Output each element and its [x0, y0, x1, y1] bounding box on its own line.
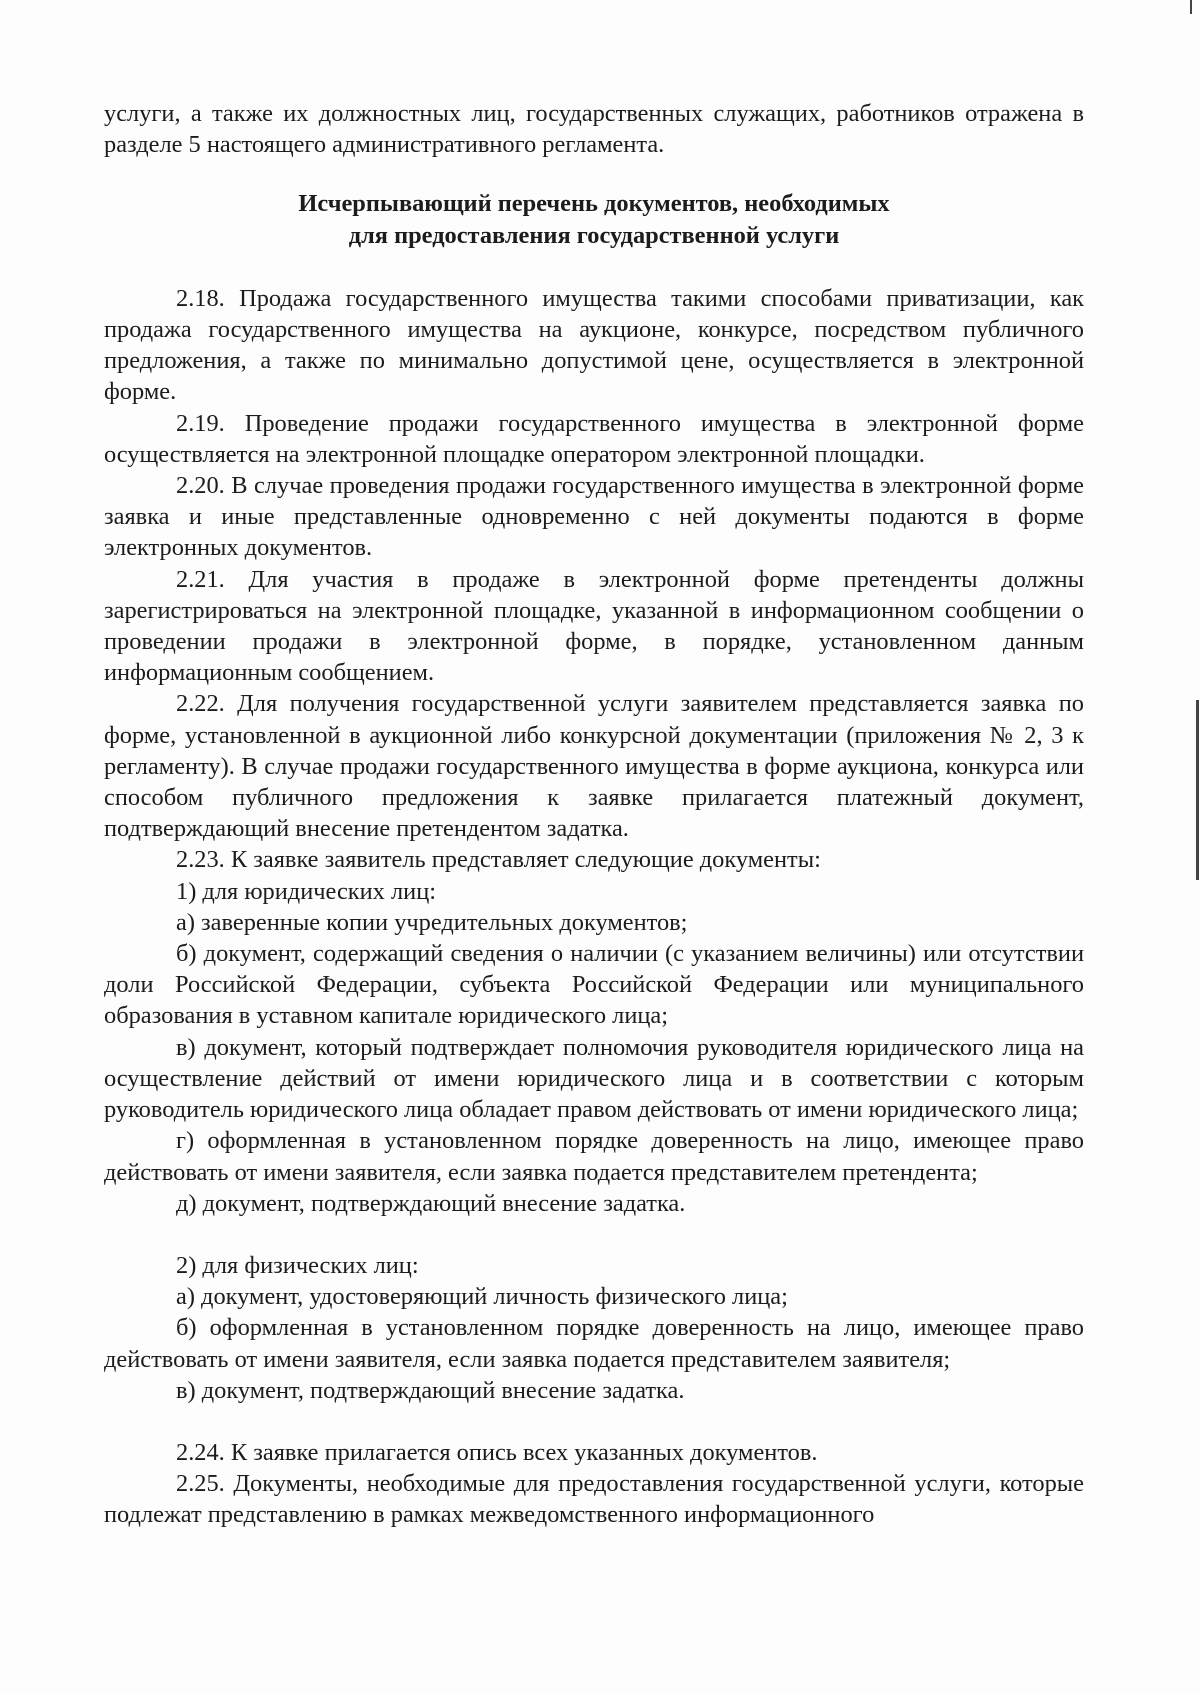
legal-item-c: в) документ, который подтверждает полномочия руководителя юридического лица на осуществление действий от имени юридического лица и в соответствии с которым руководитель юридического лица обладает правом действовать от имени юридического лица; — [104, 1033, 1084, 1124]
section-heading — [104, 188, 1084, 250]
paragraph-2-18: 2.18. Продажа государственного имущества такими способами приватизации, как продажа государственного имущества на аукционе, конкурсе, посредством публичного предложения, а также по минимально допустимой цене, осуществляется в электронной форме. — [104, 284, 1084, 406]
legal-entities-title: 1) для юридических лиц: — [176, 877, 437, 905]
heading-line-1: Исчерпывающий перечень документов, необходимых — [298, 190, 890, 218]
scan-edge-mark-right — [1196, 700, 1199, 880]
individual-item-a: а) документ, удостоверяющий личность физического лица; — [176, 1283, 788, 1311]
paragraph-2-20: 2.20. В случае проведения продажи государственного имущества в электронной форме заявка и иные представленные одновременно с ней документы подаются в форме электронных документов. — [104, 472, 1084, 562]
legal-item-a: а) заверенные копии учредительных документов; — [176, 908, 688, 936]
legal-item-d: г) оформленная в установленном порядке доверенность на лицо, имеющее право действовать от имени заявителя, если заявка подается представителем претендента; — [104, 1127, 1084, 1186]
intro-paragraph: услуги, а также их должностных лиц, государственных служащих, работников отражена в разделе 5 настоящего административного регламента. — [104, 100, 1084, 159]
spacer — [104, 1406, 1084, 1437]
document-body — [104, 98, 1084, 1531]
scan-edge-mark-top — [1190, 0, 1192, 14]
heading-line-2: для предоставления государственной услуги — [348, 221, 840, 249]
individual-item-c: в) документ, подтверждающий внесение задатка. — [176, 1376, 685, 1404]
individual-item-b: б) оформленная в установленном порядке доверенность на лицо, имеющее право действовать от имени заявителя, если заявка подается представителем заявителя; — [104, 1314, 1084, 1373]
paragraph-2-25: 2.25. Документы, необходимые для предоставления государственной услуги, которые подлежат представлению в рамках межведомственного информационного — [104, 1470, 1084, 1529]
spacer — [104, 1219, 1084, 1250]
paragraph-2-21: 2.21. Для участия в продаже в электронной форме претенденты должны зарегистрироваться на электронной площадке, указанной в информационном сообщении о проведении продажи в электронной форме, в порядке, установленном данным информационным сообщением. — [104, 565, 1084, 687]
legal-item-e: д) документ, подтверждающий внесение задатка. — [176, 1189, 686, 1217]
paragraph-2-22: 2.22. Для получения государственной услуги заявителем представляется заявка по форме, установленной в аукционной либо конкурсной документации (приложения № 2, 3 к регламенту). В случае продажи государственного имущества в форме аукциона, конкурса или способом публичного предложения к заявке прилагается платежный документ, подтверждающий внесение претендентом задатка. — [104, 690, 1084, 843]
paragraph-2-19: 2.19. Проведение продажи государственного имущества в электронной форме осуществляется на электронной площадке оператором электронной площадки. — [104, 409, 1084, 468]
legal-item-b: б) документ, содержащий сведения о наличии (с указанием величины) или отсутствии доли Российской Федерации, субъекта Российской Федерации или муниципального образования в уставном капитале юридического лица; — [104, 940, 1084, 1030]
individuals-title: 2) для физических лиц: — [176, 1251, 419, 1279]
paragraph-2-23: 2.23. К заявке заявитель представляет следующие документы: — [176, 846, 821, 874]
paragraph-2-24: 2.24. К заявке прилагается опись всех указанных документов. — [176, 1438, 818, 1466]
